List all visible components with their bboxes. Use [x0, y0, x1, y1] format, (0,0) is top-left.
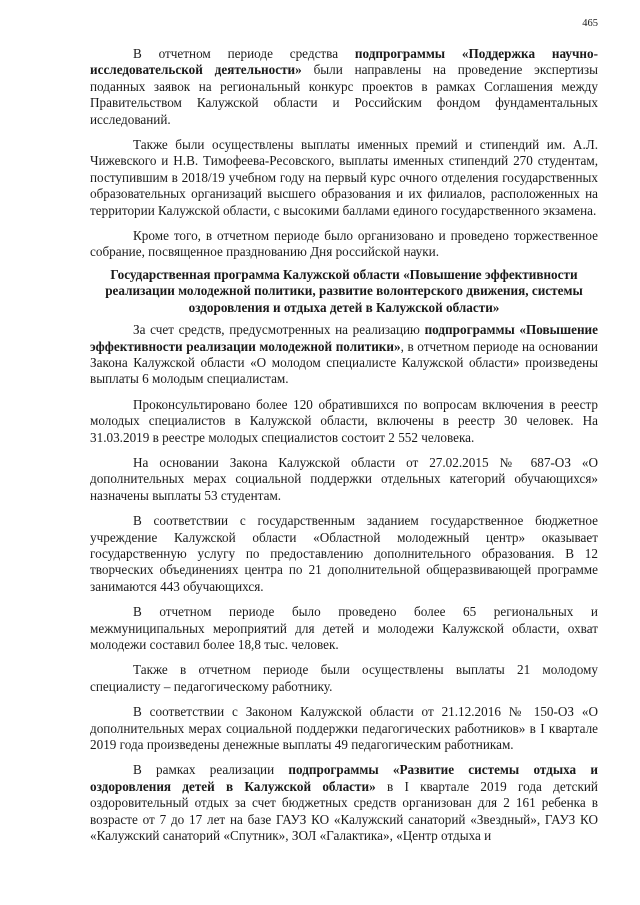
- paragraph-5: Проконсультировано более 120 обратившихся по вопросам включения в реестр молодых специалистов в Калужской области, включены в реестр 30 человек. На 31.03.2019 в реестре молодых специалистов состоит 2 552 человека.: [90, 396, 598, 445]
- paragraph-1: В отчетном периоде средства подпрограммы «Поддержка научно-исследовательской деятельности» были направлены на проведение экспертизы поданных заявок на региональный конкурс проектов в рамках Соглашения между Правительством Калужской области и Российским фондом фундаментальных исследований.: [90, 46, 598, 127]
- paragraph-11: В рамках реализации подпрограммы «Развитие системы отдыха и оздоровления детей в Калужской области» в I квартале 2019 года детский оздоровительный отдых за счет бюджетных средств организован для 2 161 ребенка в возрасте от 7 до 17 лет на базе ГАУЗ КО «Калужский санаторий «Звездный», ГАУЗ КО «Калужский санаторий «Спутник», ЗОЛ «Галактика», «Центр отдыха и: [90, 762, 598, 844]
- paragraph-8: В отчетном периоде было проведено более 65 региональных и межмуниципальных мероприятий для детей и молодежи Калужской области, охват молодежи составил более 18,8 тыс. человек.: [90, 604, 598, 652]
- paragraph-7: В соответствии с государственным заданием государственное бюджетное учреждение Калужской области «Областной молодежный центр» оказывает государственную услугу по предоставлению дополнительного образования. В 12 творческих объединениях центра по 21 дополнительной общеразвивающей программе занимаются 443 обучающихся.: [90, 513, 598, 594]
- paragraph-9: Также в отчетном периоде были осуществлены выплаты 21 молодому специалисту – педагогическому работнику.: [90, 662, 598, 694]
- paragraph-3: Кроме того, в отчетном периоде было организовано и проведено торжественное собрание, посвященное празднованию Дня российской науки.: [90, 228, 598, 260]
- subprogram-title: подпрограммы «Поддержка научно-исследовательской деятельности»: [90, 46, 598, 78]
- paragraph-6: На основании Закона Калужской области от 27.02.2015 № 687-ОЗ «О дополнительных мерах социальной поддержки отдельных категорий обучающихся» назначены выплаты 53 студентам.: [90, 454, 598, 503]
- subprogram-title: подпрограммы «Развитие системы отдыха и оздоровления детей в Калужской области»: [90, 762, 598, 794]
- page-number: 465: [582, 18, 598, 29]
- paragraph-10: В соответствии с Законом Калужской области от 21.12.2016 № 150-ОЗ «О дополнительных мерах социальной поддержки педагогических работников» в I квартале 2019 года произведены денежные выплаты 49 педагогическим работникам.: [90, 704, 598, 753]
- document-body: [90, 46, 598, 853]
- section-heading: Государственная программа Калужской области «Повышение эффективности реализации молодежной политики, развитие волонтерского движения, системы оздоровления и отдыха детей в Калужской области»: [105, 266, 583, 315]
- paragraph-2: Также были осуществлены выплаты именных премий и стипендий им. А.Л. Чижевского и Н.В. Тимофеева-Ресовского, выплаты именных стипендий 270 студентам, поступившим в 2018/19 учебном году на первый курс очного отделения государственных образовательных организаций высшего образования и их филиалов, расположенных на территории Калужской области, с высокими баллами единого государственного экзамена.: [90, 137, 598, 218]
- paragraph-4: За счет средств, предусмотренных на реализацию подпрограммы «Повышение эффективности реализации молодежной политики», в отчетном периоде на основании Закона Калужской области «О молодом специалисте Калужской области» произведены выплаты 6 молодым специалистам.: [90, 322, 598, 387]
- subprogram-title: подпрограммы «Повышение эффективности реализации молодежной политики»: [90, 322, 598, 354]
